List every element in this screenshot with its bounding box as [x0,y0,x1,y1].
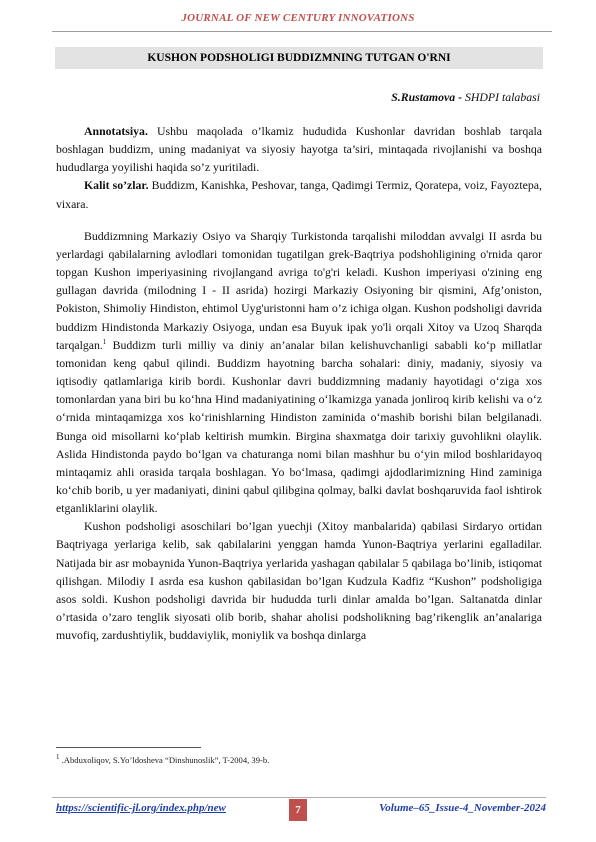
paragraph-2: Kushon podsholigi asoschilari bo’lgan yuechji (Xitoy manbalarida) qabilasi Sirdaryo ortidan Baqtriyaga yerlariga kelib, sak qabilalarini yenggan hamda Yunon-Baqtriya yerlarini egalladilar. Natijada bir asr mobaynida Yunon-Baqtriya yerlarida yashagan qabilalar 5 qabilaga bo’linib, istiqomat qilishgan. Milodiy I asrda esa kushon qabilasidan bo’lgan Kudzula Kadfiz “Kushon” podsholigiga asos soldi. Kushon podsholigi davrida bir hududda turli dinlar amalda bo’lgan. Saltanatda dinlar o’rtasida o’zaro tenglik siyosati olib borib, shahar aholisi podsholikning bag’rikenglik an’analariga muvofiq, zardushtiylik, buddaviylik, moniylik va boshqa dinlarga [56,519,542,643]
paragraph-gap [56,213,542,227]
author-name: S.Rustamova - [391,90,462,104]
author-role: SHDPI talabasi [464,90,540,104]
article-title: KUSHON PODSHOLIGI BUDDIZMNING TUTGAN O'RNI [55,47,543,69]
abstract [56,122,542,176]
keywords-label: Kalit so’zlar. [84,178,149,193]
paragraph-1-part-b: Buddizm turli milliy va diniy an’analar bilan kelishuvchanligi sababli ko‘p millatlar tomonidan keng qabul qilindi. Buddizm hayotning barcha sohalari: diniy, madaniy, siyosiy va iqtisodiy qatlamlariga kirib bordi. Kushonlar davri buddizmning madaniy hayotidagi o‘ziga xos tomonlardan yana biri bu ko‘hna Hind madaniyatining o‘lkamizga yanada jonliroq kirib kelishi va o‘z o‘rnida mintaqamizga xos ko‘rinishlarning Hindiston zaminida o‘mashib borishi bilan belgilanadi. Bunga oid misollarni ko‘plab keltirish mumkin. Birgina shaxmatga doir tarixiy guvohlikni olaylik. Aslida Hindistonda paydo bo‘lgan va chaturanga nomi bilan mashhur bu o‘yin milod boshlaridayoq mintaqamiz ahli orasida tarqala boshlagan. Yo bo‘lmasa, qadimgi ajdodlarimizning Hind zaminiga ko‘chib borib, u yer madaniyati, dinini qabul qilibgina qolmay, balki davlat boshqaruvida faol ishtirok etganliklarini olaylik. [56,337,542,516]
keywords [56,176,542,212]
page-number-badge: 7 [289,799,307,821]
footnote-reference[interactable]: 1 [102,337,107,346]
abstract-label: Annotatsiya. [84,124,148,138]
article-body [56,122,542,644]
footer-divider [52,797,546,798]
footnote-divider [56,747,201,748]
header-divider [52,31,552,32]
footnote-marker: 1 [56,753,60,762]
keywords-text: Buddizm, Kanishka, Peshovar, tanga, Qadimgi Termiz, Qoratepa, voiz, Fayoztepa, vixara. [56,178,542,211]
footnote [56,755,269,765]
volume-info: Volume–65_Issue-4_November-2024 [379,802,546,814]
paragraph-1 [56,227,542,518]
journal-url-link[interactable]: https://scientific-jl.org/index.php/new [56,802,226,814]
author-line [391,90,540,105]
footnote-text: .Abduxoliqov, S.Yo’ldosheva “Dinshunoslik”, T-2004, 39-b. [59,755,270,765]
paragraph-1-part-a: Buddizmning Markaziy Osiyo va Sharqiy Turkistonda tarqalishi miloddan avvalgi II asrda bu yerlardagi qabilalarning avlodlari tomonidan tugatilgan grek-Baqtriya podshohligining o'rnida qaror topgan Kushon imperiyasining rivojlangand avriga to'g'ri keladi. Kushon imperiyasi o'zining eng gullagan davrida (milodning I - II asrida) hozirgi Markaziy Osiyoning bir qismini, Afg’oniston, Pokiston, Shimoliy Hindiston, ehtimol Uyg'uristonni ham o’z ichiga olgan. Kushon podsholigi davrida buddizm Hindistonda Markaziy Osiyoga, undan esa Buyuk ipak yo'li orqali Xitoy va Uzoq Sharqda tarqalgan. [56,228,542,352]
abstract-text: Ushbu maqolada o’lkamiz hududida Kushonlar davridan boshlab tarqala boshlagan buddizm, uning madaniyat va siyosiy hayotga ta’siri, mintaqada rivojlanishi va boshqa hududlarga yoyilishi haqida so’z yuritiladi. [56,124,542,175]
journal-header: JOURNAL OF NEW CENTURY INNOVATIONS [181,12,415,24]
